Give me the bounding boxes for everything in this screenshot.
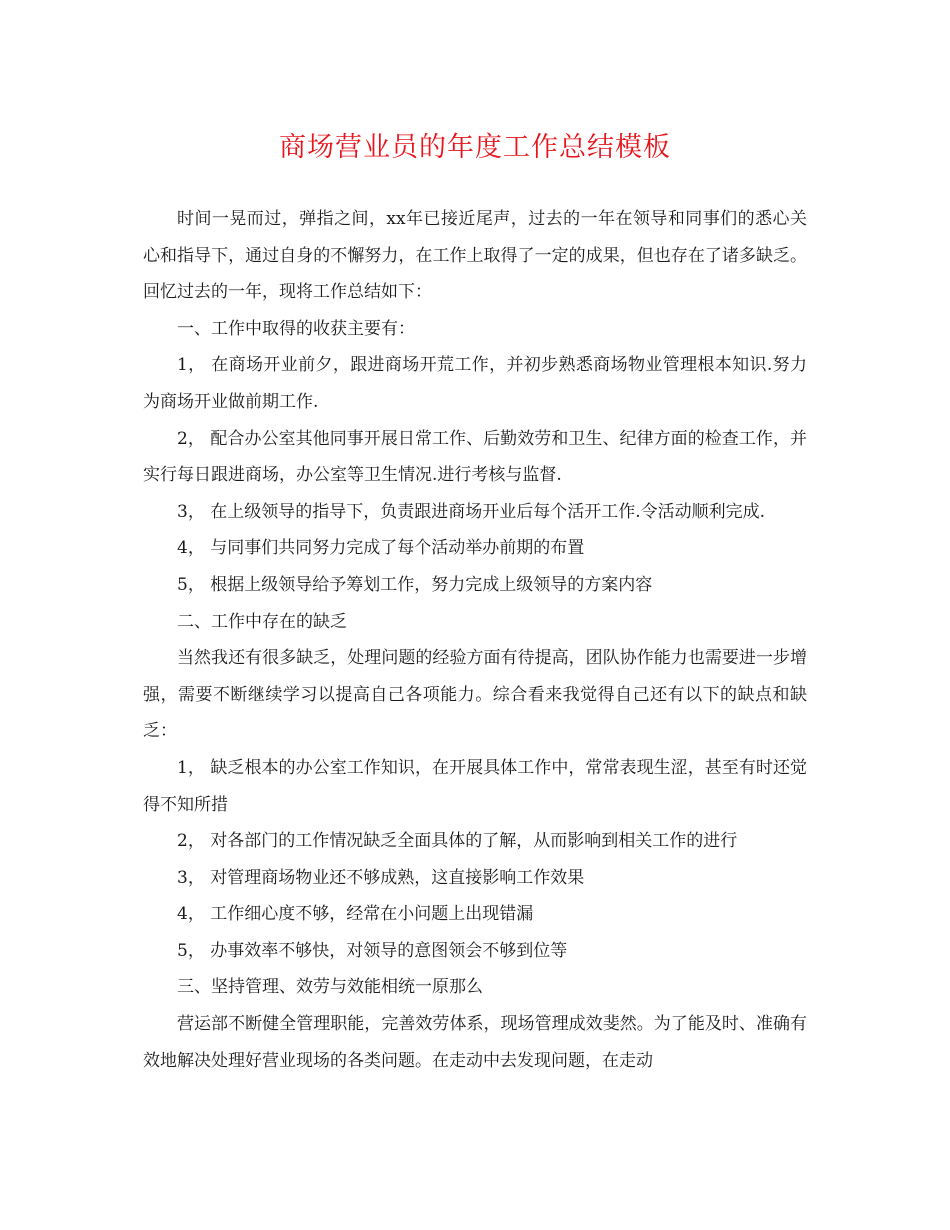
shortcomings-item-5: 5， 办事效率不够快，对领导的意图领会不够到位等 [177, 940, 568, 961]
shortcomings-item-2: 2， 对各部门的工作情况缺乏全面具体的了解，从而影响到相关工作的进行 [177, 831, 738, 852]
intro-paragraph: 时间一晃而过，弹指之间，xx年已接近尾声，过去的一年在领导和同事们的悉心关心和指导下，通过自身的不懈努力，在工作上取得了一定的成果，但也存在了诸多缺乏。回忆过去的一年，现将工作总结如下： [143, 209, 807, 303]
document-body [143, 201, 807, 1079]
management-paragraph: 营运部不断健全管理职能，完善效劳体系，现场管理成效斐然。为了能及时、准确有效地解决处理好营业现场的各类问题。在走动中去发现问题，在走动 [143, 1014, 807, 1071]
document-title: 商场营业员的年度工作总结模板 [279, 132, 671, 163]
shortcomings-intro-paragraph: 当然我还有很多缺乏，处理问题的经验方面有待提高，团队协作能力也需要进一步增强，需要不断继续学习以提高自己各项能力。综合看来我觉得自己还有以下的缺点和缺乏： [143, 648, 807, 742]
gains-item-1: 1， 在商场开业前夕，跟进商场开荒工作，并初步熟悉商场物业管理根本知识.努力为商场开业做前期工作. [143, 355, 807, 412]
section-heading-management: 三、坚持管理、效劳与效能相统一原那么 [177, 977, 483, 998]
gains-item-4: 4， 与同事们共同努力完成了每个活动举办前期的布置 [177, 538, 585, 559]
shortcomings-item-4: 4， 工作细心度不够，经常在小问题上出现错漏 [177, 904, 534, 925]
gains-item-3: 3， 在上级领导的指导下，负责跟进商场开业后每个活开工作.令活动顺利完成. [177, 501, 766, 522]
gains-item-2: 2， 配合办公室其他同事开展日常工作、后勤效劳和卫生、纪律方面的检查工作，并实行每日跟进商场，办公室等卫生情况.进行考核与监督. [143, 428, 807, 486]
gains-item-5: 5， 根据上级领导给予筹划工作，努力完成上级领导的方案内容 [177, 574, 653, 595]
section-heading-shortcomings: 二、工作中存在的缺乏 [177, 611, 347, 632]
shortcomings-item-3: 3， 对管理商场物业还不够成熟，这直接影响工作效果 [177, 867, 585, 888]
shortcomings-item-1: 1， 缺乏根本的办公室工作知识，在开展具体工作中，常常表现生涩，甚至有时还觉得不知所措 [143, 757, 807, 815]
section-heading-gains: 一、工作中取得的收获主要有： [177, 318, 415, 339]
